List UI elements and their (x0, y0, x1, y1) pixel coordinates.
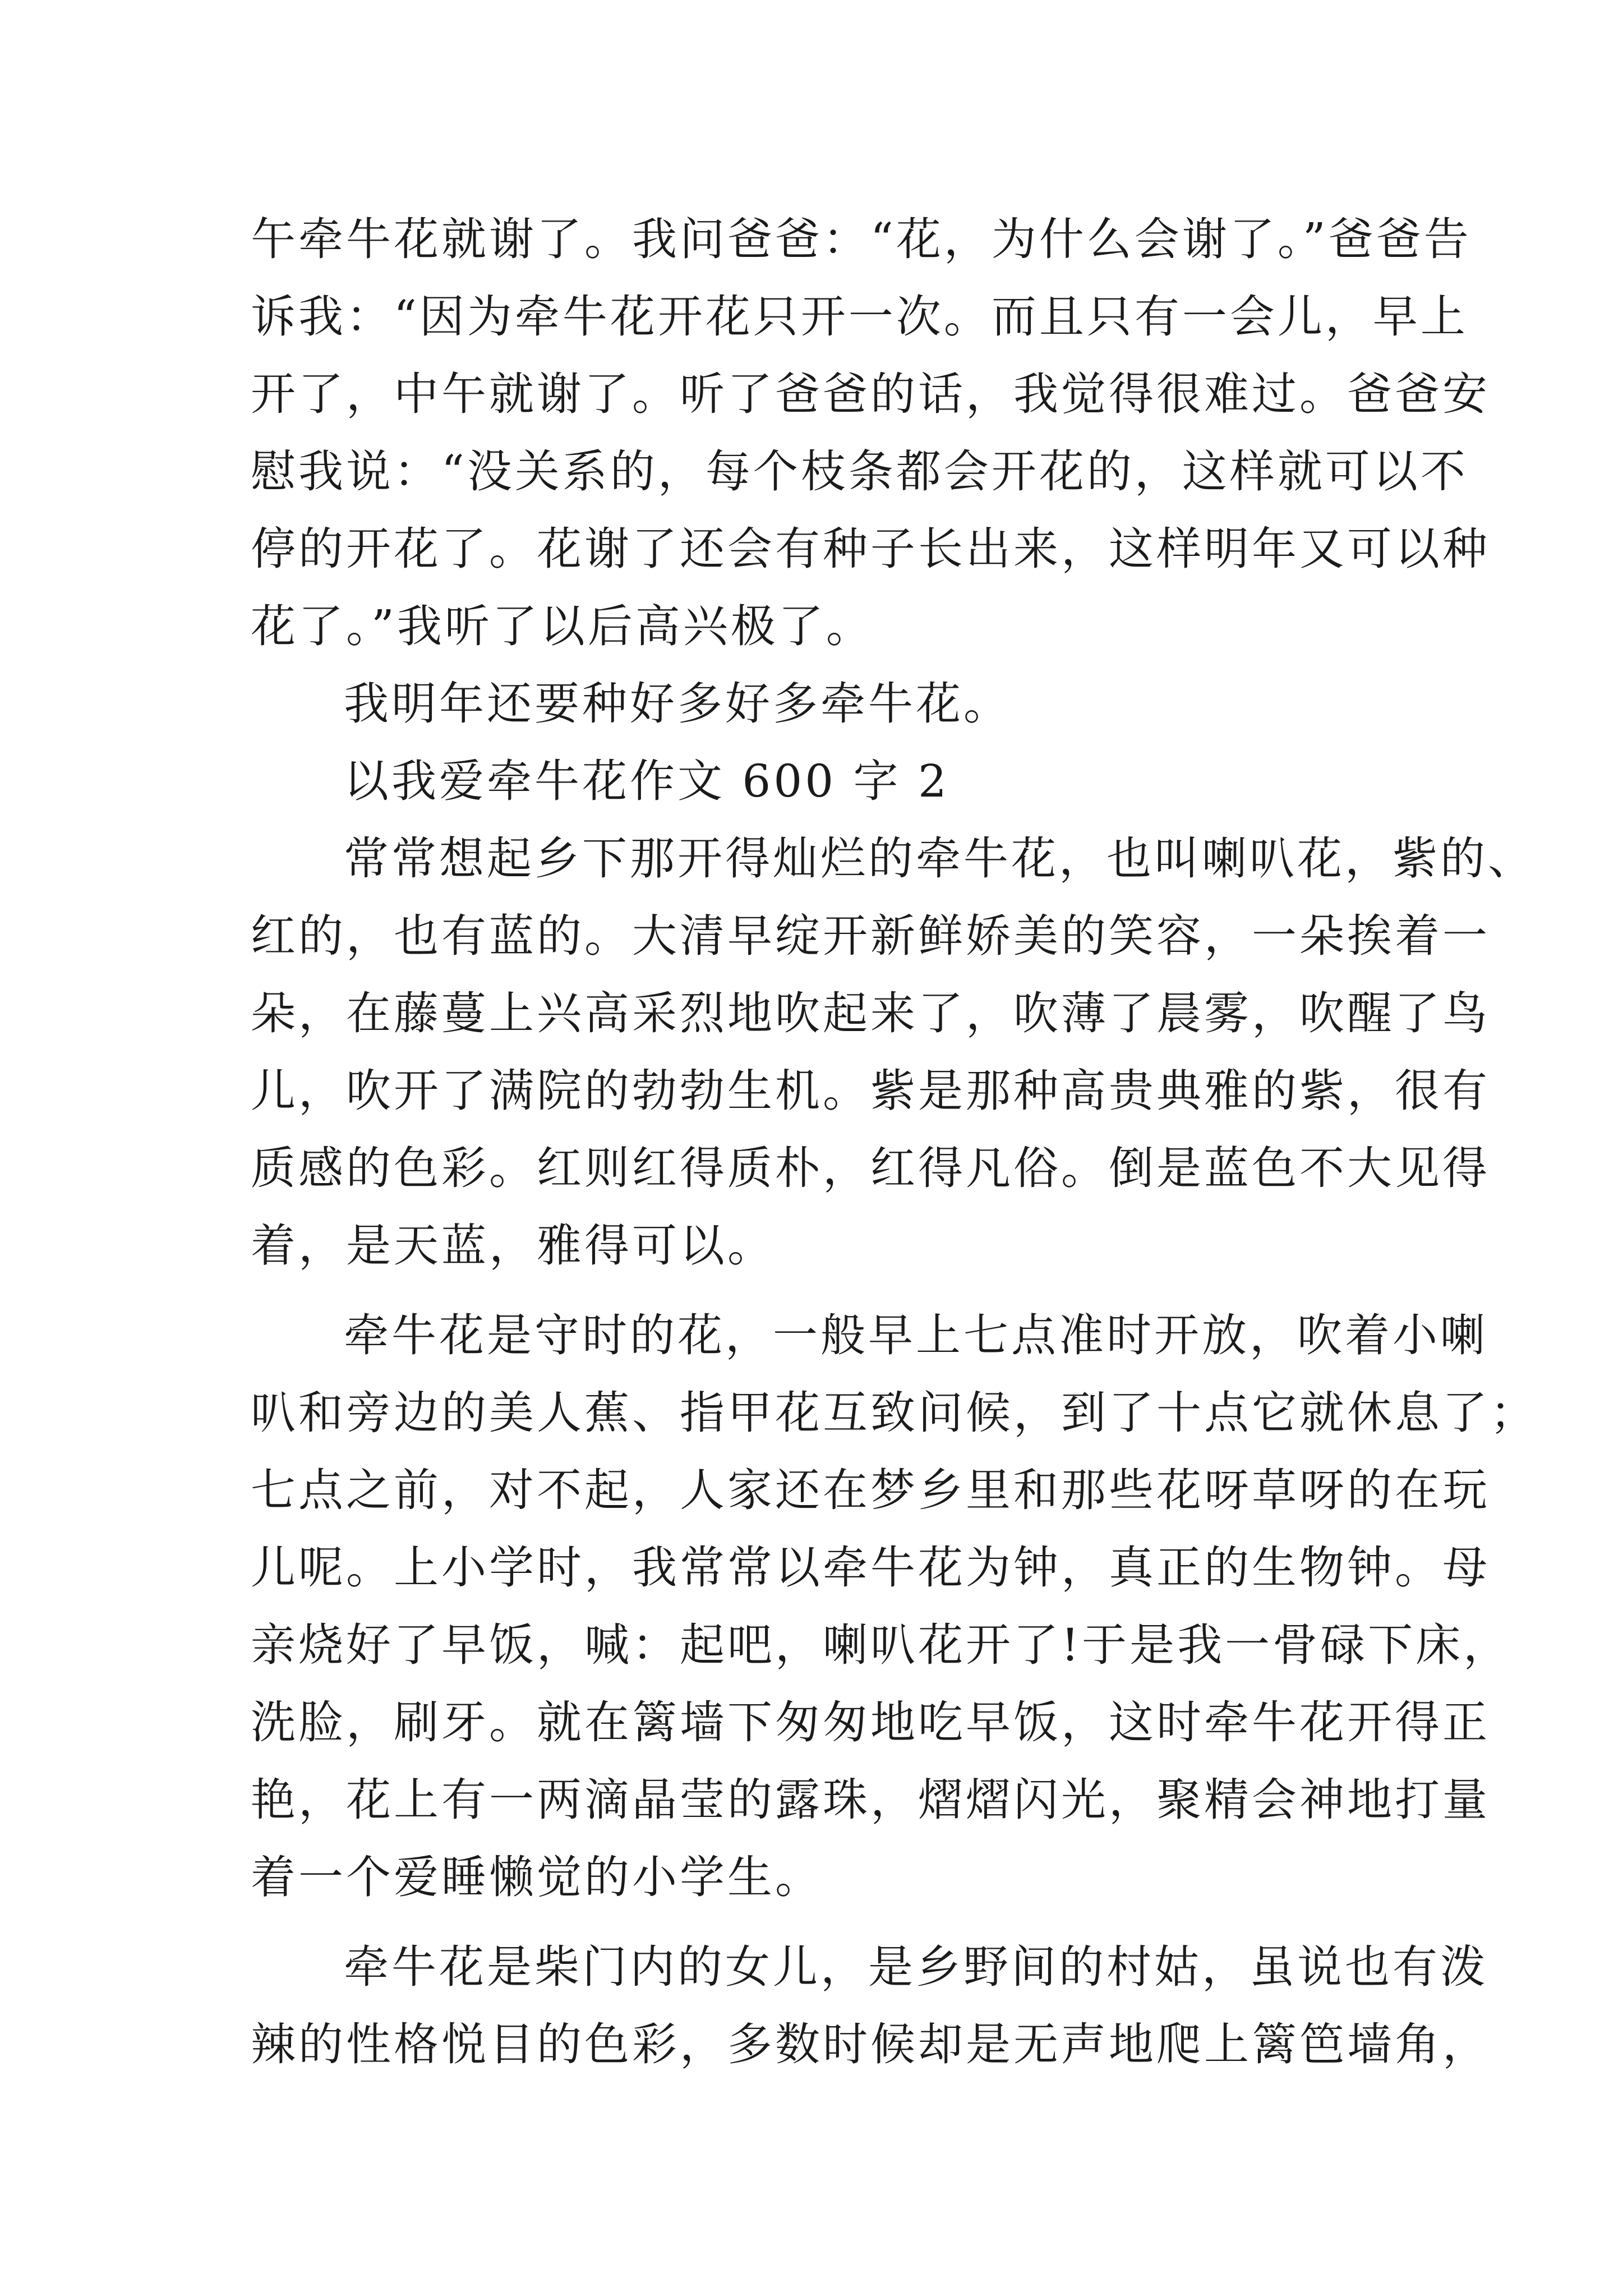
document-body (251, 201, 1538, 2083)
text-line: 着一个爱睡懒觉的小学生。 (251, 1851, 823, 1903)
text-line: 着，是天蓝，雅得可以。 (251, 1220, 775, 1272)
text-line: 儿，吹开了满院的勃勃生机。紫是那种高贵典雅的紫，很有 (251, 1065, 1490, 1117)
text-line: 午牵牛花就谢了。我问爸爸：“花，为什么会谢了。”爸爸告 (251, 213, 1472, 265)
text-line: 叭和旁边的美人蕉、指甲花互致问候，到了十点它就休息了； (251, 1387, 1538, 1439)
text-line: 牵牛花是守时的花，一般早上七点准时开放，吹着小喇 (344, 1309, 1488, 1361)
text-line: 花了。”我听了以后高兴极了。 (251, 600, 874, 652)
text-line: 停的开花了。花谢了还会有种子长出来，这样明年又可以种 (251, 523, 1490, 575)
text-line: 慰我说：“没关系的，每个枝条都会开花的，这样就可以不 (251, 445, 1468, 498)
text-line: 儿呢。上小学时，我常常以牵牛花为钟，真正的生物钟。母 (251, 1542, 1490, 1594)
text-line: 亲烧好了早饭，喊：起吧，喇叭花开了!于是我一骨碌下床， (251, 1619, 1511, 1671)
text-line: 常常想起乡下那开得灿烂的牵牛花，也叫喇叭花，紫的、 (344, 832, 1536, 885)
text-line: 牵牛花是柴门内的女儿，是乡野间的村姑，虽说也有泼 (344, 1941, 1488, 1993)
text-line: 质感的色彩。红则红得质朴，红得凡俗。倒是蓝色不大见得 (251, 1142, 1490, 1194)
text-line: 七点之前，对不起，人家还在梦乡里和那些花呀草呀的在玩 (251, 1464, 1490, 1516)
text-line: 辣的性格悦目的色彩，多数时候却是无声地爬上篱笆墙角， (251, 2018, 1490, 2070)
text-line: 诉我：“因为牵牛花开花只开一次。而且只有一会儿，早上 (251, 291, 1468, 343)
section-heading: 以我爱牵牛花作文 600 字 2 (344, 755, 949, 807)
text-line: 洗脸，刷牙。就在篱墙下匆匆地吃早饭，这时牵牛花开得正 (251, 1696, 1490, 1749)
text-line: 艳，花上有一两滴晶莹的露珠，熠熠闪光，聚精会神地打量 (251, 1774, 1490, 1826)
text-line: 开了，中午就谢了。听了爸爸的话，我觉得很难过。爸爸安 (251, 368, 1490, 420)
text-line: 红的，也有蓝的。大清早绽开新鲜娇美的笑容，一朵挨着一 (251, 910, 1490, 962)
text-line: 我明年还要种好多好多牵牛花。 (344, 678, 1011, 730)
text-line: 朵，在藤蔓上兴高采烈地吹起来了，吹薄了晨雾，吹醒了鸟 (251, 987, 1490, 1039)
